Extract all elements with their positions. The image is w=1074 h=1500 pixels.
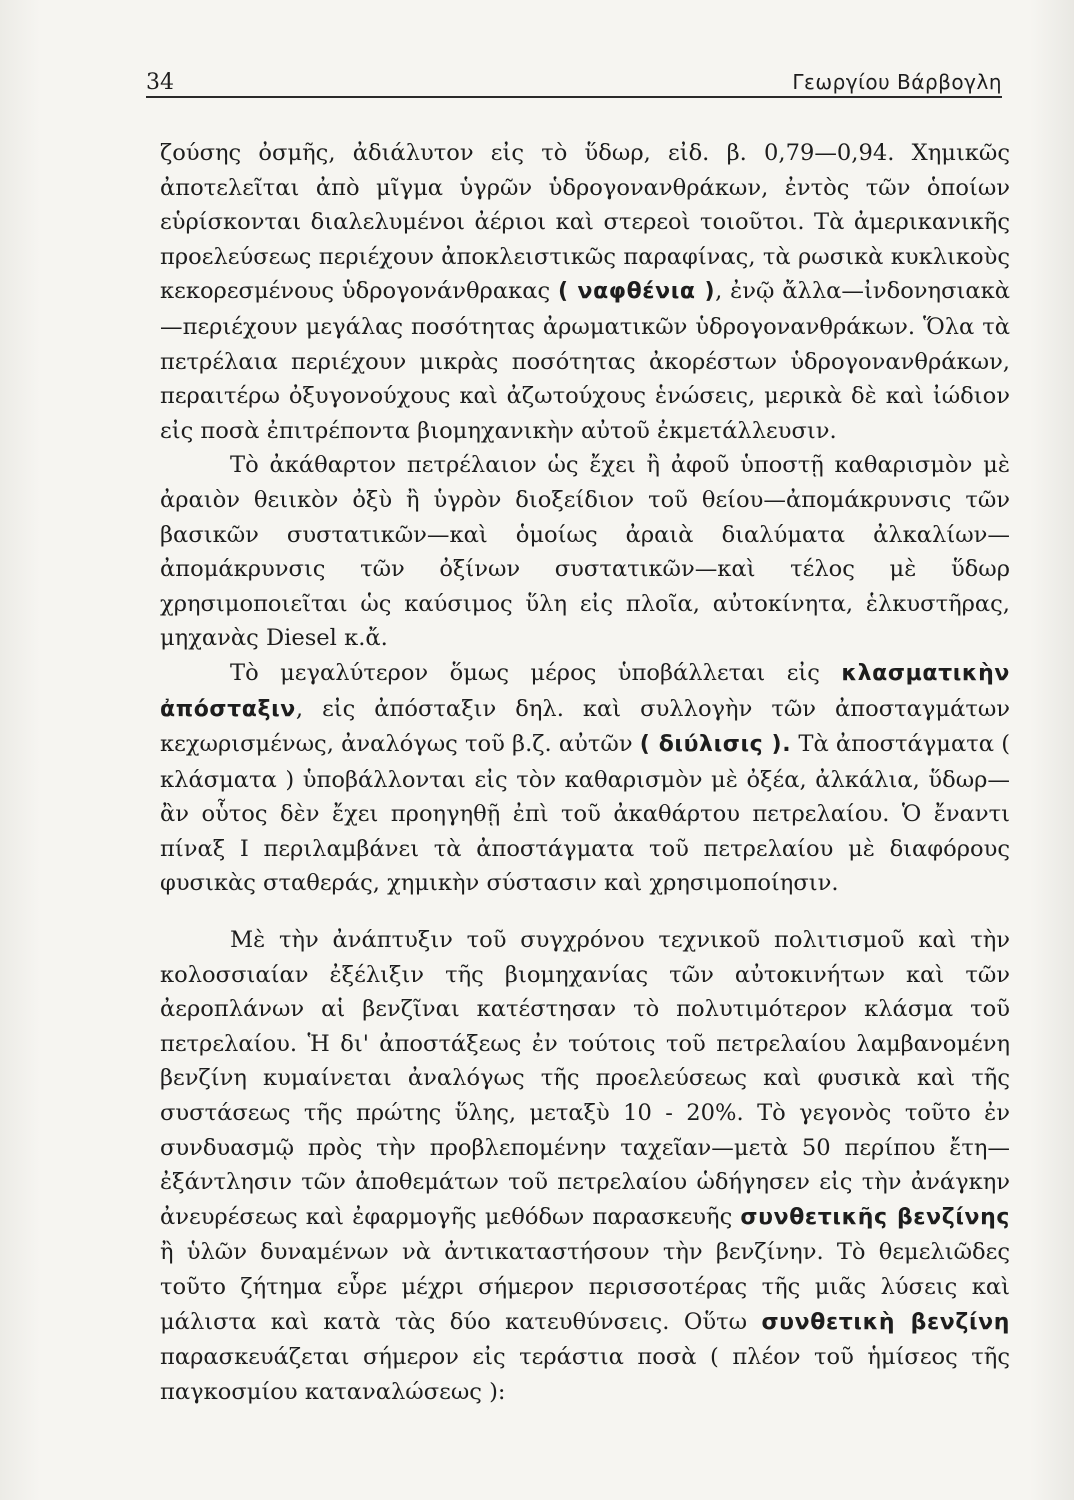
p3-text-2: , εἰς ἀπόσταξιν δηλ. καὶ συλλογὴν τῶν ἀποσταγμάτων κεχωρισμένως, ἀναλόγως τοῦ β.ζ. αὐτῶν	[160, 695, 1010, 758]
paragraph-3	[160, 656, 1010, 901]
p4-text: Μὲ τὴν ἀνάπτυξιν τοῦ συγχρόνου τεχνικοῦ πολιτισμοῦ καὶ τὴν κολοσσιαίαν ἐξέλιξιν τῆς βιομηχανίας τῶν αὐτοκινήτων καὶ τῶν ἀεροπλάνων αἱ βενζῖναι κατέστησαν τὸ πολυτιμότερον κλάσμα τοῦ πετρελαίου. Ἡ δι' ἀποστάξεως ἐν τούτοις τοῦ πετρελαίου λαμβανομένη βενζίνη κυμαίνεται ἀναλόγως τῆς προελεύσεως καὶ φυσικὰ καὶ τῆς συστάσεως τῆς πρώτης ὕλης, μεταξὺ 10 - 20%. Τὸ γεγονὸς τοῦτο ἐν συνδυασμῷ πρὸς τὴν προβλεπομένην ταχεῖαν—μετὰ 50 περίπου ἔτη—ἐξάντλησιν τῶν ἀποθεμάτων τοῦ πετρελαίου ὡδήγησεν εἰς τὴν ἀνάγκην ἀνευρέσεως καὶ ἐφαρμογῆς μεθόδων παρασκευῆς	[160, 927, 1010, 1230]
p1-text-2: , ἐνῷ ἄλλα—ἰνδονησιακὰ—περιέχουν μεγάλας ποσότητας ἀρωματικῶν ὑδρογονανθράκων. Ὅλα τὰ πετρέλαια περιέχουν μικρὰς ποσότητας ἀκορέστων ὑδρογονανθράκων, περαιτέρω ὀξυγονούχους καὶ ἀζωτούχους ἑνώσεις, μερικὰ δὲ καὶ ἰώδιον εἰς ποσὰ ἐπιτρέποντα βιομηχανικὴν αὐτοῦ ἐκμετάλλευσιν.	[160, 278, 1010, 444]
body-text	[160, 136, 1010, 1409]
p3-text: Τὸ μεγαλύτερον ὅμως μέρος ὑποβάλλεται εἰς	[230, 659, 820, 686]
running-title: Γεωργίου Βάρβογλη	[792, 70, 1002, 94]
term-naphthenes: ( ναφθένια )	[557, 279, 716, 305]
page-number: 34	[146, 70, 174, 95]
paragraph-2	[160, 448, 1010, 656]
paragraph-1	[160, 136, 1010, 448]
p2-text: Τὸ ἀκάθαρτον πετρέλαιον ὡς ἔχει ἢ ἀφοῦ ὑποστῇ καθαρισμὸν μὲ ἀραιὸν θειικὸν ὀξὺ ἢ ὑγρὸν διοξείδιον τοῦ θείου—ἀπομάκρυνσις τῶν βασικῶν συστατικῶν—καὶ ὁμοίως ἀραιὰ διαλύματα ἀλκαλίων—ἀπομάκρυνσις τῶν ὀξίνων συστατικῶν—καὶ τέλος μὲ ὕδωρ χρησιμοποιεῖται ὡς καύσιμος ὕλη εἰς πλοῖα, αὐτοκίνητα, ἑλκυστῆρας, μηχανὰς Diesel κ.ἄ.	[160, 452, 1010, 652]
paragraph-4	[160, 923, 1010, 1409]
p1-text: ζούσης ὀσμῆς, ἀδιάλυτον εἰς τὸ ὕδωρ, εἰδ. β. 0,79—0,94. Χημικῶς ἀποτελεῖται ἀπὸ μῖγμα ὑγρῶν ὑδρογονανθράκων, ἐντὸς τῶν ὁποίων εὑρίσκονται διαλελυμένοι ἀέριοι καὶ στερεοὶ τοιοῦτοι. Τὰ ἀμερικανικῆς προελεύσεως περιέχουν ἀποκλειστικῶς παραφίνας, τὰ ρωσικὰ κυκλικοὺς κεκορεσμένους ὑδρογονάνθρακας	[160, 140, 1010, 305]
p3-text-3: Τὰ ἀποστάγματα ( κλάσματα ) ὑποβάλλονται εἰς τὸν καθαρισμὸν μὲ ὀξέα, ἀλκάλια, ὕδωρ—ἂν οὗτος δὲν ἔχει προηγηθῇ ἐπὶ τοῦ ἀκαθάρτου πετρελαίου. Ὁ ἔναντι πίναξ I περιλαμβάνει τὰ ἀποστάγματα τοῦ πετρελαίου μὲ διαφόρους φυσικὰς σταθεράς, χημικὴν σύστασιν καὶ χρησιμοποίησιν.	[160, 731, 1011, 897]
header-rule	[146, 96, 1002, 98]
term-fractional-distillation: κλασματικὴν ἀπόσταξιν	[160, 660, 1010, 722]
p4-text-2: ἢ ὑλῶν δυναμένων νὰ ἀντικαταστήσουν τὴν βενζίνην. Τὸ θεμελιῶδες τοῦτο ζήτημα εὗρε μέχρι σήμερον περισσοτέρας τῆς μιᾶς λύσεις καὶ μάλιστα καὶ κατὰ τὰς δύο κατευθύνσεις. Οὕτω	[160, 1239, 1010, 1335]
term-synthetic-gasoline-2: συνθετικὴ βενζίνη	[761, 1309, 1010, 1335]
term-synthetic-gasoline: συνθετικῆς βενζίνης	[740, 1204, 1010, 1230]
term-refining: ( διύλισις ).	[639, 732, 792, 758]
p4-text-3: παρασκευάζεται σήμερον εἰς τεράστια ποσὰ ( πλέον τοῦ ἡμίσεος τῆς παγκοσμίου καταναλώσεως ):	[160, 1344, 1010, 1405]
